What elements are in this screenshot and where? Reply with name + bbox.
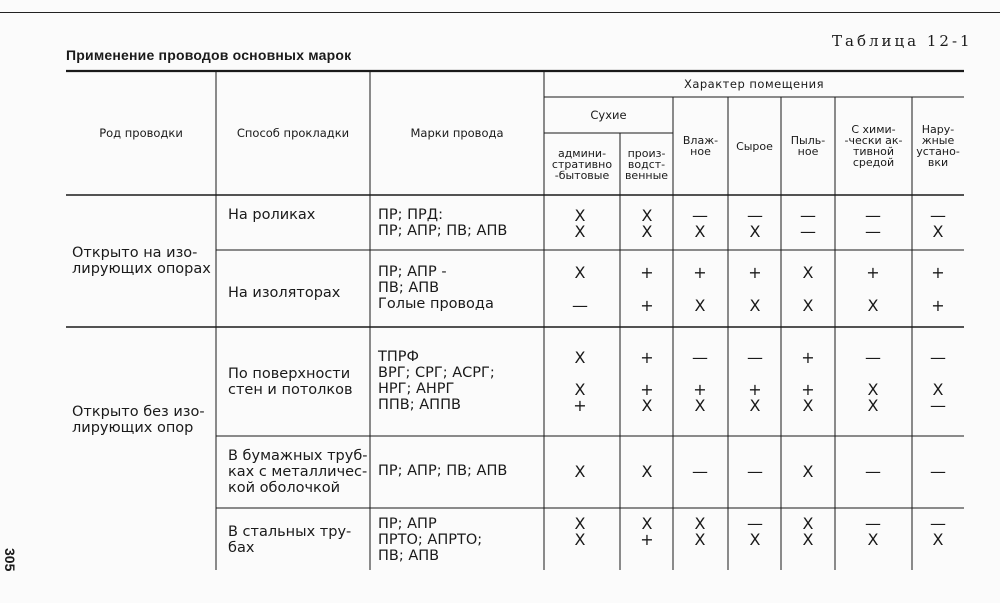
mark-him: — — [865, 222, 881, 241]
mark-admin: X — [574, 380, 586, 399]
mark-vlazh: X — [694, 514, 706, 533]
mark-naruzh: + — [931, 296, 945, 315]
mark-admin: X — [574, 462, 586, 481]
mark-proizv: + — [640, 296, 654, 315]
mark-proizv: X — [641, 206, 653, 225]
mark-him: — — [865, 206, 881, 225]
mark-naruzh: — — [930, 462, 946, 481]
wire-list: ТПРФ ВРГ; СРГ; АСРГ; НРГ; АНРГ ППВ; АППВ — [378, 349, 495, 413]
header-him: С хими- -чески ак- тивной средой — [844, 123, 903, 169]
header-vlazh: Влаж- ное — [682, 134, 719, 158]
mark-him: X — [867, 530, 879, 549]
header-marki: Марки провода — [410, 125, 504, 140]
mark-vlazh: X — [694, 396, 706, 415]
table-number: Таблица 12-1 — [832, 32, 973, 50]
mark-pyl: + — [801, 348, 815, 367]
mark-pyl: — — [800, 222, 816, 241]
header-suhie: Сухие — [590, 107, 627, 122]
mark-syroe: X — [749, 396, 761, 415]
mark-admin: X — [574, 514, 586, 533]
header-syroe: Сырое — [736, 139, 773, 153]
wire-list: ПР; АПР; ПВ; АПВ — [378, 463, 508, 479]
mark-vlazh: X — [694, 530, 706, 549]
mark-proizv: + — [640, 530, 654, 549]
mark-syroe: — — [747, 206, 763, 225]
mark-syroe: — — [747, 514, 763, 533]
method-label: На роликах — [228, 207, 316, 223]
method-label: В стальных тру- бах — [228, 524, 352, 556]
mark-vlazh: + — [693, 263, 707, 282]
mark-him: X — [867, 296, 879, 315]
mark-proizv: X — [641, 396, 653, 415]
mark-syroe: — — [747, 348, 763, 367]
mark-proizv: X — [641, 222, 653, 241]
mark-pyl: X — [802, 263, 814, 282]
mark-naruzh: — — [930, 396, 946, 415]
mark-naruzh: — — [930, 348, 946, 367]
mark-him: — — [865, 462, 881, 481]
mark-him: — — [865, 348, 881, 367]
mark-naruzh: X — [932, 530, 944, 549]
wire-list: ПР; АПР ПРТО; АПРТО; ПВ; АПВ — [378, 516, 483, 564]
header-harakter: Характер помещения — [683, 76, 825, 91]
mark-syroe: + — [748, 380, 762, 399]
mark-admin: X — [574, 263, 586, 282]
mark-syroe: X — [749, 222, 761, 241]
mark-him: + — [866, 263, 880, 282]
mark-vlazh: — — [692, 462, 708, 481]
header-proizv: произ- водст- венные — [624, 146, 669, 182]
table-title: Применение проводов основных марок — [66, 47, 352, 63]
mark-vlazh: X — [694, 296, 706, 315]
mark-him: — — [865, 514, 881, 533]
mark-admin: X — [574, 348, 586, 367]
mark-naruzh: + — [931, 263, 945, 282]
header-admin: админи- стративно -бытовые — [551, 146, 613, 182]
mark-pyl: X — [802, 514, 814, 533]
mark-proizv: + — [640, 348, 654, 367]
method-label: На изоляторах — [228, 285, 341, 301]
header-sposob: Способ прокладки — [236, 125, 350, 140]
mark-proizv: X — [641, 514, 653, 533]
mark-proizv: + — [640, 380, 654, 399]
header-rod: Род проводки — [99, 125, 183, 140]
mark-naruzh: — — [930, 206, 946, 225]
mark-vlazh: — — [692, 206, 708, 225]
mark-pyl: X — [802, 296, 814, 315]
wire-list: ПР; АПР - ПВ; АПВ Голые провода — [378, 264, 494, 312]
wire-list: ПР; ПРД: ПР; АПР; ПВ; АПВ — [378, 207, 508, 239]
mark-pyl: X — [802, 462, 814, 481]
mark-proizv: X — [641, 462, 653, 481]
mark-syroe: X — [749, 530, 761, 549]
group-label-open-insulated: Открыто на изо- лирующих опорах — [72, 245, 211, 277]
mark-proizv: + — [640, 263, 654, 282]
mark-admin: X — [574, 206, 586, 225]
mark-syroe: + — [748, 263, 762, 282]
mark-vlazh: + — [693, 380, 707, 399]
mark-pyl: X — [802, 530, 814, 549]
mark-him: X — [867, 380, 879, 399]
header-naruzh: Нару- жные устано- вки — [916, 123, 960, 169]
mark-pyl: + — [801, 380, 815, 399]
mark-naruzh: X — [932, 380, 944, 399]
mark-pyl: — — [800, 206, 816, 225]
mark-vlazh: — — [692, 348, 708, 367]
header-pyl: Пыль- ное — [790, 134, 826, 158]
mark-naruzh: X — [932, 222, 944, 241]
mark-naruzh: — — [930, 514, 946, 533]
mark-syroe: X — [749, 296, 761, 315]
mark-admin: X — [574, 222, 586, 241]
mark-syroe: — — [747, 462, 763, 481]
method-label: В бумажных труб- ках с металличес- кой оболочкой — [228, 448, 368, 496]
method-label: По поверхности стен и потолков — [228, 366, 353, 398]
mark-vlazh: X — [694, 222, 706, 241]
mark-admin: — — [572, 296, 588, 315]
page-number: 305 — [2, 548, 18, 572]
mark-admin: + — [573, 396, 587, 415]
mark-admin: X — [574, 530, 586, 549]
mark-pyl: X — [802, 396, 814, 415]
mark-him: X — [867, 396, 879, 415]
group-label-open-bare: Открыто без изо- лирующих опор — [72, 404, 205, 436]
